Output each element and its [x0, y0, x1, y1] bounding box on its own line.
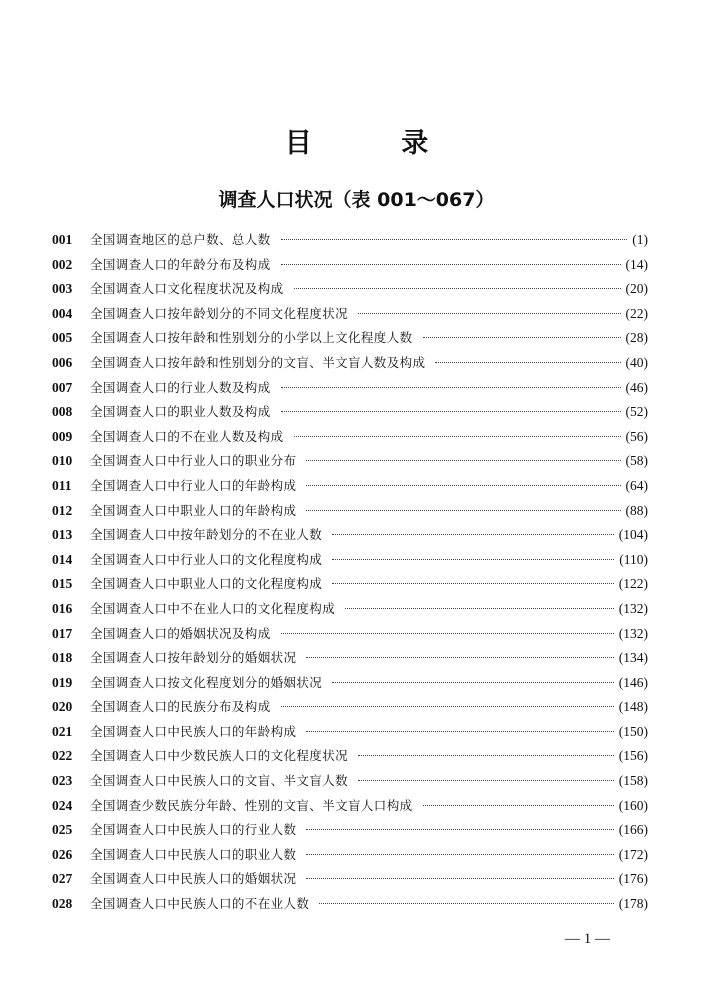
dot-leader [332, 559, 614, 560]
toc-entry-number: 002 [52, 256, 73, 272]
toc-entry[interactable] [52, 326, 648, 351]
toc-entry-title: 全国调查人口按文化程度划分的婚姻状况 [90, 674, 323, 690]
toc-entry[interactable] [52, 425, 648, 450]
toc-entry-page: (20) [625, 281, 648, 297]
toc-entry[interactable] [52, 794, 648, 819]
toc-entry-number: 023 [52, 773, 73, 789]
toc-entry-number: 026 [52, 846, 73, 862]
toc-entry-page: (122) [618, 576, 648, 592]
dot-leader [306, 829, 613, 830]
toc-entry-number: 008 [52, 404, 73, 420]
toc-entry-number: 017 [52, 625, 73, 641]
toc-entry[interactable] [52, 671, 648, 696]
toc-entry-page: (158) [618, 773, 648, 789]
toc-entry-number: 028 [52, 896, 73, 912]
dot-leader [306, 510, 620, 511]
toc-entry-page: (166) [618, 822, 648, 838]
toc-entry-page: (132) [618, 625, 648, 641]
toc-entry[interactable] [52, 769, 648, 794]
dot-leader [423, 337, 621, 338]
toc-entry[interactable] [52, 892, 648, 917]
table-of-contents [52, 228, 648, 917]
toc-entry-title: 全国调查人口按年龄划分的不同文化程度状况 [90, 305, 349, 321]
toc-entry-title: 全国调查人口的职业人数及构成 [90, 404, 271, 420]
toc-entry[interactable] [52, 523, 648, 548]
toc-entry-title: 全国调查人口中不在业人口的文化程度构成 [90, 600, 336, 616]
dot-leader [294, 436, 621, 437]
toc-entry-page: (150) [618, 723, 648, 739]
toc-entry-page: (64) [625, 477, 648, 493]
toc-entry-number: 014 [52, 551, 73, 567]
toc-entry-title: 全国调查人口中行业人口的职业分布 [90, 453, 297, 469]
toc-entry-number: 024 [52, 797, 73, 813]
toc-entry[interactable] [52, 597, 648, 622]
dot-leader [281, 706, 614, 707]
toc-entry-title: 全国调查人口中行业人口的年龄构成 [90, 477, 297, 493]
toc-entry-page: (172) [618, 846, 648, 862]
toc-entry-title: 全国调查人口按年龄和性别划分的小学以上文化程度人数 [90, 330, 413, 346]
toc-entry[interactable] [52, 449, 648, 474]
dot-leader [332, 583, 614, 584]
dot-leader [306, 460, 620, 461]
toc-entry-page: (56) [625, 428, 648, 444]
toc-entry-title: 全国调查人口文化程度状况及构成 [90, 281, 284, 297]
toc-entry-title: 全国调查人口的婚姻状况及构成 [90, 625, 271, 641]
toc-entry[interactable] [52, 376, 648, 401]
dot-leader [281, 239, 628, 240]
toc-entry-page: (132) [618, 600, 648, 616]
toc-entry[interactable] [52, 572, 648, 597]
toc-entry-number: 010 [52, 453, 73, 469]
dot-leader [306, 657, 613, 658]
dot-leader [306, 854, 613, 855]
toc-entry-number: 015 [52, 576, 73, 592]
toc-entry-page: (1) [632, 232, 648, 247]
dot-leader [306, 485, 620, 486]
toc-entry[interactable] [52, 646, 648, 671]
toc-entry-page: (146) [618, 674, 648, 690]
toc-entry-title: 全国调查人口中民族人口的年龄构成 [90, 723, 297, 739]
toc-entry-title: 全国调查人口的行业人数及构成 [90, 379, 271, 395]
toc-entry-title: 全国调查人口中民族人口的不在业人数 [90, 896, 310, 912]
toc-entry-page: (160) [618, 797, 648, 813]
dot-leader [358, 755, 614, 756]
toc-entry-page: (178) [618, 896, 648, 912]
toc-entry-number: 006 [52, 354, 73, 370]
toc-entry-title: 全国调查人口中民族人口的职业人数 [90, 846, 297, 862]
dot-leader [358, 313, 620, 314]
page-number: — 1 — [565, 931, 610, 947]
dot-leader [294, 288, 621, 289]
dot-leader [281, 411, 621, 412]
toc-entry[interactable] [52, 302, 648, 327]
toc-entry[interactable] [52, 720, 648, 745]
dot-leader [281, 633, 614, 634]
toc-entry-number: 001 [52, 232, 73, 247]
toc-entry-number: 027 [52, 871, 73, 887]
toc-entry-number: 005 [52, 330, 73, 346]
dot-leader [423, 805, 614, 806]
toc-entry-title: 全国调查人口中职业人口的年龄构成 [90, 502, 297, 518]
toc-entry-page: (58) [625, 453, 648, 469]
toc-entry-number: 018 [52, 650, 73, 666]
toc-entry-number: 016 [52, 600, 73, 616]
toc-entry[interactable] [52, 277, 648, 302]
toc-entry-page: (40) [625, 354, 648, 370]
toc-entry-page: (156) [618, 748, 648, 764]
toc-entry-title: 全国调查人口中少数民族人口的文化程度状况 [90, 748, 349, 764]
toc-entry-page: (46) [625, 379, 648, 395]
toc-entry[interactable] [52, 695, 648, 720]
dot-leader [281, 264, 621, 265]
toc-entry[interactable] [52, 228, 648, 253]
toc-entry-title: 全国调查人口中行业人口的文化程度构成 [90, 551, 323, 567]
toc-entry[interactable] [52, 843, 648, 868]
toc-entry-number: 011 [52, 477, 72, 493]
toc-entry[interactable] [52, 818, 648, 843]
toc-entry-page: (22) [625, 305, 648, 321]
toc-entry-page: (52) [625, 404, 648, 420]
toc-entry-number: 007 [52, 379, 73, 395]
toc-entry-title: 全国调查人口的民族分布及构成 [90, 699, 271, 715]
toc-entry-page: (176) [618, 871, 648, 887]
toc-entry[interactable] [52, 744, 648, 769]
toc-entry-title: 全国调查人口的不在业人数及构成 [90, 428, 284, 444]
dot-leader [281, 387, 621, 388]
page-title: 目 录 [284, 128, 469, 159]
toc-entry-title: 全国调查人口中职业人口的文化程度构成 [90, 576, 323, 592]
toc-entry-page: (110) [619, 551, 648, 567]
toc-entry-page: (88) [625, 502, 648, 518]
toc-entry-number: 021 [52, 723, 73, 739]
toc-entry-page: (148) [618, 699, 648, 715]
toc-entry-title: 全国调查少数民族分年龄、性别的文盲、半文盲人口构成 [90, 797, 413, 813]
toc-entry-title: 全国调查人口中民族人口的婚姻状况 [90, 871, 297, 887]
toc-entry[interactable] [52, 253, 648, 278]
toc-entry-number: 004 [52, 305, 73, 321]
toc-entry-number: 019 [52, 674, 73, 690]
toc-entry-title: 全国调查地区的总户数、总人数 [90, 232, 271, 247]
toc-entry-number: 020 [52, 699, 73, 715]
dot-leader [319, 903, 613, 904]
dot-leader [306, 731, 613, 732]
toc-entry-title: 全国调查人口中民族人口的文盲、半文盲人数 [90, 773, 349, 789]
toc-entry[interactable] [52, 867, 648, 892]
toc-entry-number: 003 [52, 281, 73, 297]
toc-entry-page: (14) [625, 256, 648, 272]
toc-entry-page: (104) [618, 527, 648, 543]
toc-entry[interactable] [52, 351, 648, 376]
toc-entry-number: 025 [52, 822, 73, 838]
toc-entry[interactable] [52, 400, 648, 425]
section-title: 调查人口状况（表 001～067） [218, 189, 495, 211]
toc-entry[interactable] [52, 474, 648, 499]
dot-leader [306, 878, 613, 879]
dot-leader [345, 608, 614, 609]
toc-entry-page: (28) [625, 330, 648, 346]
toc-entry-title: 全国调查人口按年龄划分的婚姻状况 [90, 650, 297, 666]
toc-entry[interactable] [52, 622, 648, 647]
toc-entry-title: 全国调查人口中民族人口的行业人数 [90, 822, 297, 838]
toc-entry[interactable] [52, 499, 648, 524]
toc-entry-number: 013 [52, 527, 73, 543]
dot-leader [332, 534, 614, 535]
toc-entry-number: 012 [52, 502, 73, 518]
toc-entry-number: 009 [52, 428, 73, 444]
toc-entry-number: 022 [52, 748, 73, 764]
toc-entry-title: 全国调查人口的年龄分布及构成 [90, 256, 271, 272]
dot-leader [358, 780, 614, 781]
dot-leader [435, 362, 620, 363]
toc-entry-page: (134) [618, 650, 648, 666]
dot-leader [332, 682, 614, 683]
toc-entry-title: 全国调查人口中按年龄划分的不在业人数 [90, 527, 323, 543]
toc-entry[interactable] [52, 548, 648, 573]
toc-entry-title: 全国调查人口按年龄和性别划分的文盲、半文盲人数及构成 [90, 354, 426, 370]
